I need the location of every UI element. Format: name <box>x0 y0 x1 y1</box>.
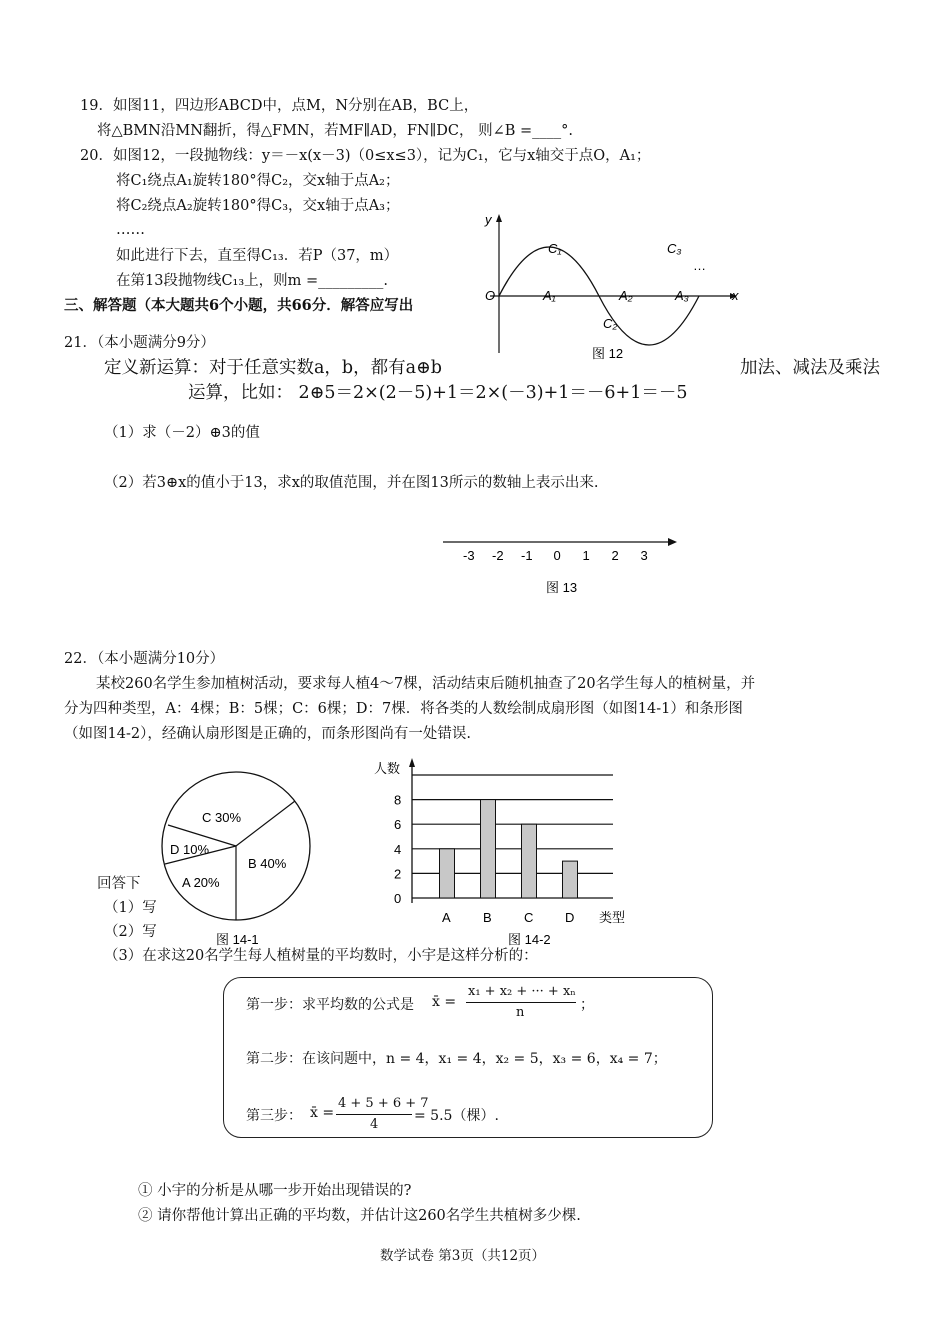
fig12-a3: A₃ <box>675 288 689 303</box>
q21-def-right: 加法、减法及乘法 <box>740 358 880 378</box>
fig13-caption: 图 13 <box>546 580 578 595</box>
step3-text: 第三步： <box>246 1108 302 1124</box>
fig12-c3: C₃ <box>667 241 682 256</box>
step1-fraction-bar <box>466 1002 576 1003</box>
page-footer: 数学试卷 第3页（共12页） <box>380 1248 546 1264</box>
bar-ylabel: 人数 <box>374 761 401 776</box>
section-3-heading: 三、解答题（本大题共6个小题，共66分．解答应写出 <box>64 297 414 314</box>
q21-header: 21．（本小题满分9分） <box>64 335 215 351</box>
q22-sub-a: ① 小宇的分析是从哪一步开始出现错误的? <box>138 1183 412 1199</box>
step3-xbar: x̄ = <box>310 1105 335 1121</box>
bar-xtick-A: A <box>442 910 451 925</box>
q19-line2: 将△BMN沿MN翻折，得△FMN，若MF∥AD，FN∥DC， 则∠B =____°. <box>97 123 574 139</box>
step1-end: ； <box>580 997 594 1013</box>
q21-part1: （1）求（－2）⊕3的值 <box>104 425 260 441</box>
step3-result: = 5.5（棵）. <box>414 1108 499 1124</box>
q20-line2: 将C₁绕点A₁旋转180°得C₂，交x轴于点A₂； <box>116 173 400 189</box>
figure-14-2-bar-chart <box>368 755 638 950</box>
fig12-a2: A₂ <box>619 288 633 303</box>
bar-ytick-4: 4 <box>394 841 402 857</box>
bar-xtick-B: B <box>483 910 492 925</box>
bar-ytick-8: 8 <box>394 792 402 808</box>
bar-B <box>481 800 496 898</box>
number-line-tick-0: 0 <box>553 548 561 563</box>
bar-D <box>563 861 578 898</box>
bar-xlabel: 类型 <box>599 910 626 925</box>
step3-numerator: 4 + 5 + 6 + 7 <box>338 1096 429 1111</box>
q20-line5: 如此进行下去，直至得C₁₃．若P（37，m） <box>116 248 399 264</box>
q19-line1: 19．如图11，四边形ABCD中，点M，N分别在AB，BC上， <box>80 98 479 114</box>
number-line-tick-1: 1 <box>582 548 590 563</box>
q22-header: 22．（本小题满分10分） <box>64 651 225 667</box>
q22-part1-prefix: （1）写 <box>104 900 157 916</box>
fig12-y-label: y <box>485 212 492 227</box>
q22-line1: 某校260名学生参加植树活动，要求每人植4～7棵，活动结束后随机抽查了20名学生每人的植树量，并 <box>96 676 756 692</box>
fig12-origin: O <box>485 288 496 303</box>
q20-line1: 20．如图12，一段抛物线：y＝－x(x－3)（0≤x≤3），记为C₁，它与x轴交于点O，A₁； <box>80 148 651 164</box>
step3-fraction-bar <box>336 1114 412 1115</box>
step2-text: 第二步：在该问题中，n = 4，x₁ = 4，x₂ = 5，x₃ = 6，x₄ = 7； <box>246 1051 667 1067</box>
bar-A <box>440 849 455 898</box>
pie-label-a: A 20% <box>182 875 220 890</box>
fig12-caption: 图 12 <box>592 346 624 361</box>
number-line-tick-3: 3 <box>640 548 648 563</box>
bar-xtick-D: D <box>565 910 575 925</box>
number-line-tick-2: 2 <box>611 548 619 563</box>
q22-part2-prefix: （2）写 <box>104 924 157 940</box>
bar-caption: 图 14-2 <box>508 932 551 947</box>
q22-sub-b: ② 请你帮他计算出正确的平均数，并估计这260名学生共植树多少棵. <box>138 1208 581 1224</box>
fig12-c2: C₂ <box>603 316 618 331</box>
fig12-a1: A₁ <box>543 288 556 303</box>
bar-C <box>522 824 537 898</box>
q21-def-left: 定义新运算：对于任意实数a，b，都有a⊕b <box>104 358 442 378</box>
bar-ytick-0: 0 <box>394 891 402 906</box>
q22-line2: 分为四种类型，A：4棵；B：5棵；C：6棵；D：7棵．将各类的人数绘制成扇形图（如图14-1）和条形图 <box>64 701 743 717</box>
bar-xtick-C: C <box>524 910 534 925</box>
pie-label-c: C 30% <box>202 810 242 825</box>
fig12-dots: … <box>693 258 706 273</box>
pie-caption: 图 14-1 <box>216 932 259 947</box>
number-line-tick--2: -2 <box>492 548 504 563</box>
pie-label-b: B 40% <box>248 856 287 871</box>
number-line-tick--3: -3 <box>463 548 475 563</box>
pie-label-d: D 10% <box>170 842 210 857</box>
step3-denominator: 4 <box>370 1117 379 1132</box>
bar-ytick-2: 2 <box>394 866 402 882</box>
q20-line4: …… <box>116 222 145 238</box>
step1-formula-numerator: x₁ + x₂ + ··· + xₙ <box>468 984 576 999</box>
q22-answer-prefix: 回答下 <box>97 876 141 892</box>
q22-line3: （如图14-2），经确认扇形图是正确的，而条形图尚有一处错误. <box>64 726 471 742</box>
q22-part3: （3）在求这20名学生每人植树量的平均数时，小宇是这样分析的： <box>104 948 538 964</box>
bar-ytick-6: 6 <box>394 817 402 833</box>
step1-text: 第一步：求平均数的公式是 <box>246 997 414 1013</box>
step1-formula-denominator: n <box>516 1005 525 1020</box>
figure-14-1-pie <box>150 770 340 950</box>
number-line-tick--1: -1 <box>521 548 533 563</box>
figure-13-number-line <box>438 530 688 600</box>
q20-line6: 在第13段抛物线C₁₃上，则m =_________. <box>116 273 389 289</box>
q20-line3: 将C₂绕点A₂旋转180°得C₃，交x轴于点A₃； <box>116 198 400 214</box>
q21-part2: （2）若3⊕x的值小于13，求x的取值范围，并在图13所示的数轴上表示出来. <box>104 475 599 491</box>
fig12-c1: C₁ <box>548 241 562 256</box>
step1-xbar: x̄ = <box>432 994 457 1010</box>
fig12-x-label: x <box>732 288 739 303</box>
q21-def-line2: 运算，比如： 2⊕5＝2×(2－5)+1＝2×(－3)+1＝－6+1＝－5 <box>188 383 688 403</box>
figure-12 <box>475 208 745 363</box>
